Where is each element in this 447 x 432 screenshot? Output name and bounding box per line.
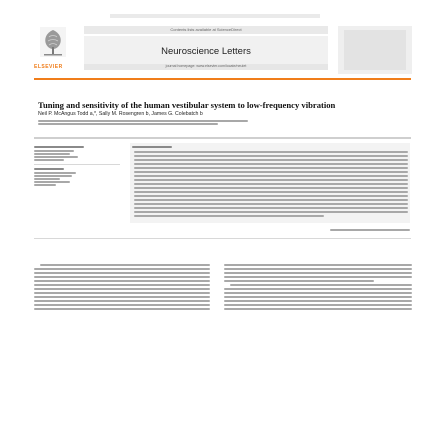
journal-title: Neuroscience Letters <box>161 46 251 57</box>
section-divider <box>34 238 411 239</box>
tree-icon <box>40 27 66 57</box>
publisher-name: ELSEVIER <box>34 64 63 70</box>
top-strip <box>110 14 320 18</box>
contents-list-banner <box>84 26 328 34</box>
author-list: Neil P. McAngus Todd a,*, Sally M. Rosengren b, James G. Colebatch b <box>38 111 203 117</box>
journal-cover-inner <box>344 30 406 70</box>
title-rule <box>34 137 411 139</box>
journal-homepage-strip <box>84 64 328 70</box>
journal-homepage-text: journal homepage: www.elsevier.com/locate/neulet <box>165 64 247 68</box>
contents-list-text: Contents lists available at ScienceDirect <box>170 27 242 32</box>
header-rule <box>34 78 411 80</box>
paper-title: Tuning and sensitivity of the human vestibular system to low-frequency vibration <box>38 100 336 110</box>
